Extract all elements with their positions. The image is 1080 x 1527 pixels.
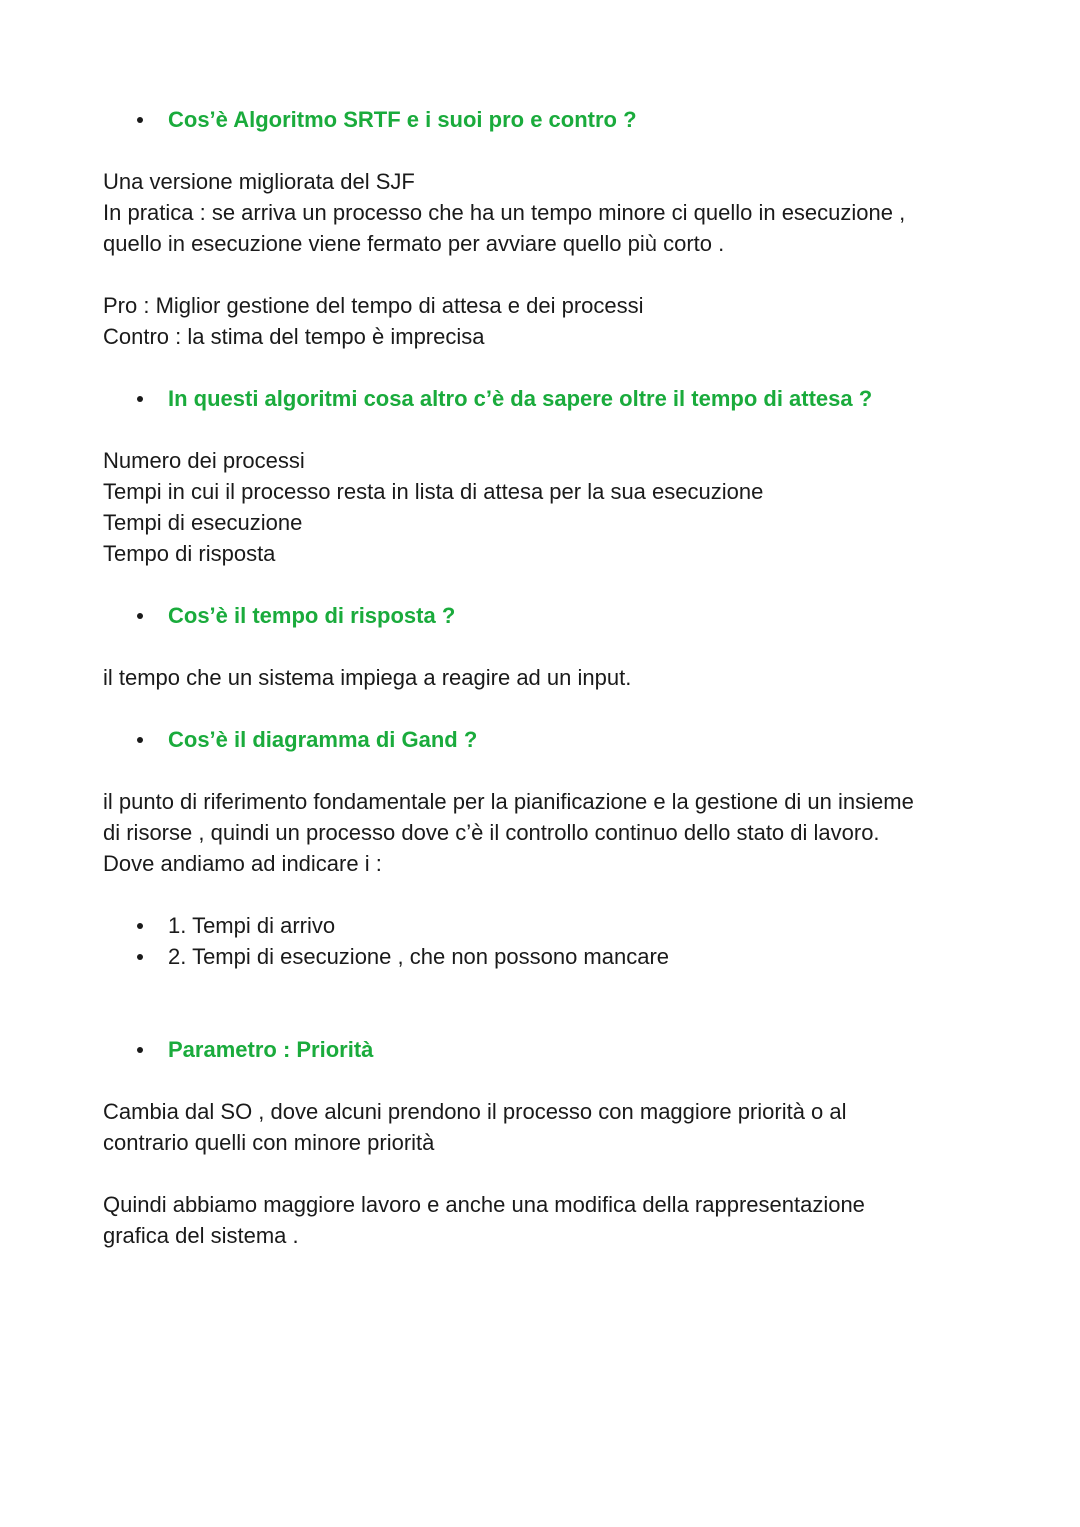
srtf-contro: Contro : la stima del tempo è imprecisa [103,324,485,349]
priorita-line-3: Quindi abbiamo maggiore lavoro e anche una modifica della rappresentazione [103,1192,865,1217]
bullet-icon [137,613,143,619]
priorita-line-2: contrario quelli con minore priorità [103,1130,435,1155]
srtf-pro: Pro : Miglior gestione del tempo di attesa e dei processi [103,293,644,318]
altro-line-2: Tempi in cui il processo resta in lista di attesa per la sua esecuzione [103,479,764,504]
question-altro: In questi algoritmi cosa altro c’è da sapere oltre il tempo di attesa ? [168,386,873,411]
srtf-line-3: quello in esecuzione viene fermato per avviare quello più corto . [103,231,725,256]
priorita-line-1: Cambia dal SO , dove alcuni prendono il processo con maggiore priorità o al [103,1099,847,1124]
gand-line-2: di risorse , quindi un processo dove c’è il controllo continuo dello stato di lavoro. [103,820,880,845]
srtf-line-2: In pratica : se arriva un processo che ha un tempo minore ci quello in esecuzione , [103,200,906,225]
gand-list-item-2: 2. Tempi di esecuzione , che non possono mancare [168,944,670,969]
altro-line-1: Numero dei processi [103,448,305,473]
altro-line-4: Tempo di risposta [103,541,276,566]
gand-line-3: Dove andiamo ad indicare i : [103,851,382,876]
bullet-icon [137,737,143,743]
bullet-icon [137,954,143,960]
bullet-icon [137,1047,143,1053]
risposta-line-1: il tempo che un sistema impiega a reagire ad un input. [103,665,632,690]
question-gand: Cos’è il diagramma di Gand ? [168,727,478,752]
srtf-line-1: Una versione migliorata del SJF [103,169,415,194]
gand-line-1: il punto di riferimento fondamentale per la pianificazione e la gestione di un insieme [103,789,914,814]
question-srtf: Cos’è Algoritmo SRTF e i suoi pro e contro ? [168,107,637,132]
bullet-icon [137,923,143,929]
question-priorita: Parametro : Priorità [168,1037,374,1062]
bullet-icon [137,396,143,402]
question-risposta: Cos’è il tempo di risposta ? [168,603,456,628]
altro-line-3: Tempi di esecuzione [103,510,303,535]
priorita-line-4: grafica del sistema . [103,1223,299,1248]
gand-list-item-1: 1. Tempi di arrivo [168,913,336,938]
bullet-icon [137,117,143,123]
